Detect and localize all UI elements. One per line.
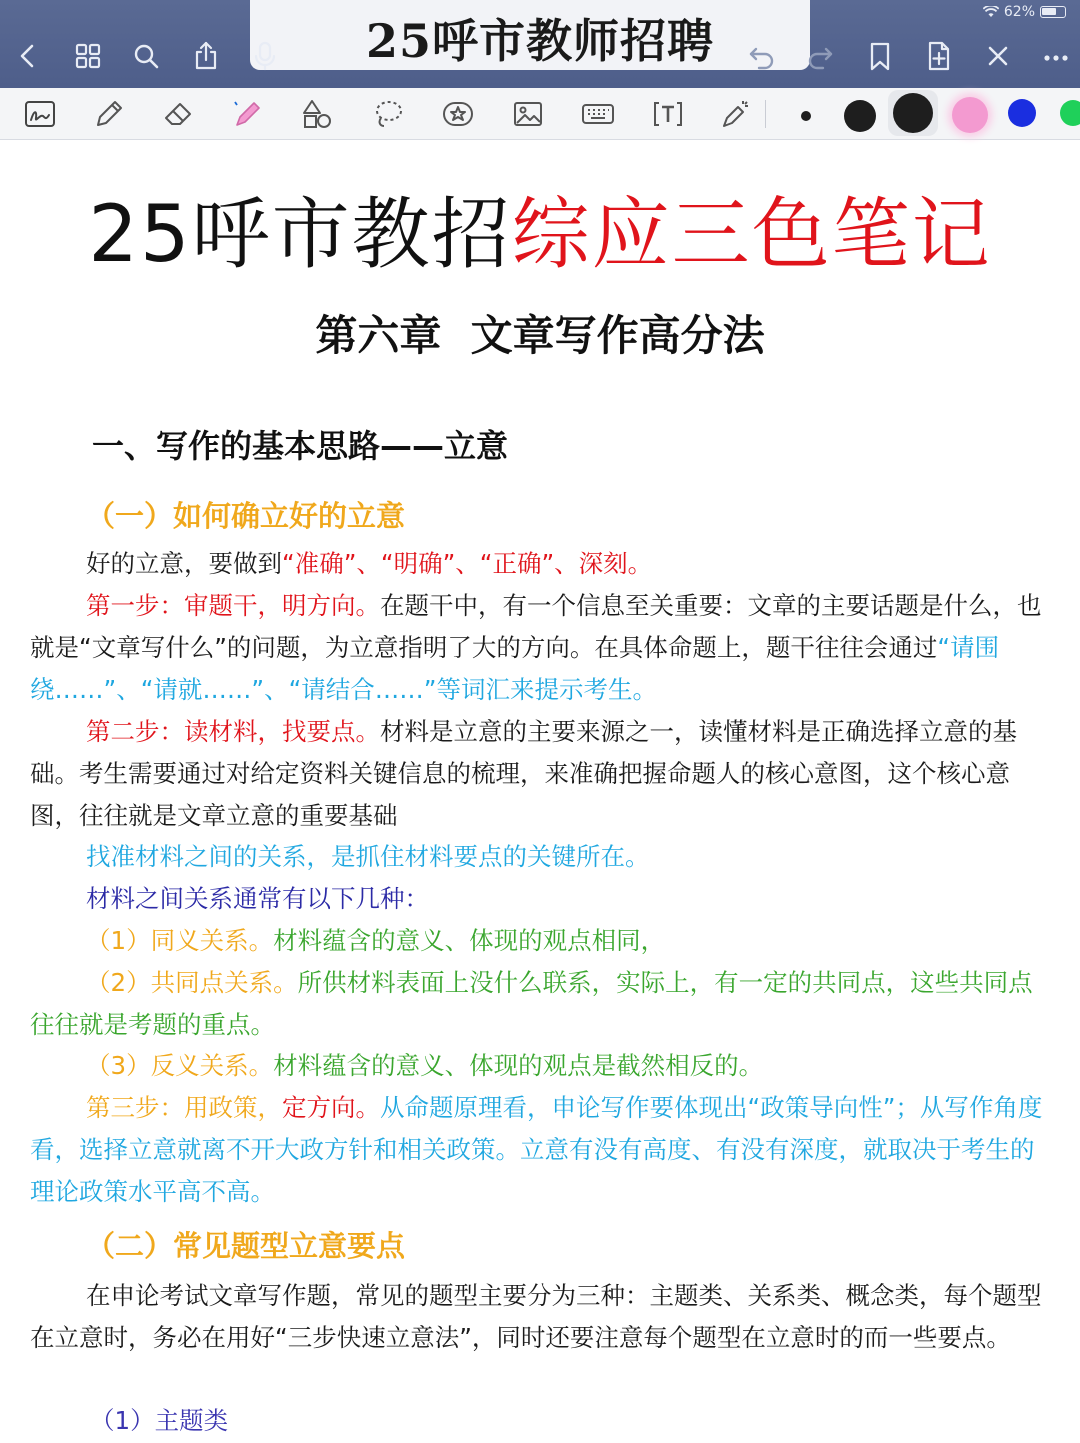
- step-1-hint: “请围绕……”、“请就……”、“请结合……”等词汇来提示考生。: [30, 632, 1000, 704]
- share-icon[interactable]: [188, 38, 224, 74]
- paragraph-step-2: [30, 711, 1050, 836]
- lasso-icon[interactable]: [370, 96, 406, 132]
- pen-size-small[interactable]: [801, 111, 811, 121]
- paragraph-common-point-relation: [30, 962, 1050, 1046]
- bookmark-icon[interactable]: [862, 38, 898, 74]
- step-1-label: 第一步：审题干，明方向。: [86, 591, 380, 620]
- wifi-icon: [983, 6, 999, 18]
- chapter-heading: 第六章 文章写作高分法: [315, 311, 765, 360]
- eraser-icon[interactable]: [160, 96, 196, 132]
- add-page-icon[interactable]: [921, 38, 957, 74]
- image-icon[interactable]: [510, 96, 546, 132]
- pen-icon[interactable]: [90, 96, 126, 132]
- relation-3-label: （3）反义关系。: [86, 1051, 274, 1080]
- section-heading-1: 一、写作的基本思路——立意: [92, 427, 509, 465]
- step-2-label: 第二步：读材料，找要点。: [86, 717, 380, 746]
- pen-size-large[interactable]: [893, 93, 933, 133]
- paragraph-step-1: [30, 585, 1050, 710]
- color-blue[interactable]: [1008, 99, 1036, 127]
- relation-1-text: 材料蕴含的意义、体现的观点相同，: [273, 926, 666, 955]
- text-purple: （1）主题类: [90, 1406, 229, 1435]
- keyboard-icon[interactable]: [580, 96, 616, 132]
- grid-icon[interactable]: [70, 38, 106, 74]
- document-title: [0, 190, 1080, 280]
- relation-2-label: （2）共同点关系。: [86, 968, 298, 997]
- step-1-text: 在题干中，有一个信息至关重要：文章的主要话题是什么，也就是“文章写什么”的问题，为立意指明了大的方向。在具体命题上，题干往往会通过: [30, 591, 1042, 662]
- handwriting-icon[interactable]: [22, 96, 58, 132]
- more-icon[interactable]: [1038, 38, 1074, 74]
- relation-2-text: 所供材料表面上没什么联系，实际上，有一定的共同点，这些共同点往往就是考题的重点。: [30, 968, 1033, 1039]
- step-3-label-red: 定方向。: [282, 1093, 380, 1122]
- sticker-icon[interactable]: [440, 96, 476, 132]
- text: 好的立意，要做到: [86, 549, 282, 578]
- laser-pointer-icon[interactable]: [718, 96, 754, 132]
- color-green[interactable]: [1060, 100, 1080, 126]
- subsection-heading-2: （二）常见题型立意要点: [86, 1229, 406, 1263]
- color-pink[interactable]: [952, 97, 988, 133]
- relation-3-text: 材料蕴含的意义、体现的观点是截然相反的。: [273, 1051, 764, 1080]
- subsection-heading-1: （一）如何确立好的立意: [86, 499, 406, 533]
- battery-icon: [1040, 6, 1066, 18]
- step-2-text: 材料是立意的主要来源之一，读懂材料是正确选择立意的基础。考生需要通过对给定资料关键信息的梳理，来准确把握命题人的核心意图，这个核心意图，往往就是文章立意的重要基础: [30, 717, 1017, 830]
- paragraph-synonym-relation: [30, 920, 1050, 962]
- title-black-part: 25呼市教招: [88, 190, 512, 280]
- redo-icon[interactable]: [802, 38, 838, 74]
- paragraph-question-types: [30, 1275, 1050, 1359]
- pen-toolbar: [0, 88, 1080, 140]
- battery-percent: 62%: [1003, 4, 1035, 20]
- text-red: “准确”、“明确”、“正确”、深刻。: [282, 549, 653, 578]
- top-navigation-bar: [0, 0, 1080, 88]
- paragraph-good-intent: [30, 543, 1050, 585]
- title-red-part: 综应三色笔记: [511, 190, 992, 280]
- shapes-icon[interactable]: [300, 96, 336, 132]
- close-icon[interactable]: [980, 38, 1016, 74]
- relation-1-label: （1）同义关系。: [86, 926, 274, 955]
- step-3-text: 从命题原理看，申论写作要体现出“政策导向性”；从写作角度看，选择立意就离不开大政方针和相关政策。立意有没有高度、有没有深度，就取决于考生的理论政策水平高不高。: [30, 1093, 1043, 1206]
- undo-icon[interactable]: [744, 38, 780, 74]
- highlighter-icon[interactable]: [228, 96, 264, 132]
- text: 在申论考试文章写作题，常见的题型主要分为三种：主题类、关系类、概念类，每个题型在立意时，务必在用好“三步快速立意法”，同时还要注意每个题型在立意时的而一些要点。: [30, 1281, 1042, 1352]
- back-icon[interactable]: [10, 38, 46, 74]
- paragraph-step-3: [30, 1087, 1050, 1212]
- text-box-icon[interactable]: [650, 96, 686, 132]
- pen-size-medium[interactable]: [844, 100, 876, 132]
- status-bar: [983, 4, 1066, 20]
- step-3-label: 第三步：用政策，: [86, 1093, 282, 1122]
- text-blue: 找准材料之间的关系，是抓住材料要点的关键所在。: [86, 842, 650, 871]
- paragraph-relation-types: [30, 878, 1050, 920]
- text-navy: 材料之间关系通常有以下几种：: [86, 884, 429, 913]
- paragraph-material-relations: [30, 836, 1050, 878]
- paragraph-antonym-relation: [30, 1045, 1050, 1087]
- toolbar-divider: [765, 100, 766, 128]
- banner-title: 25呼市教师招聘: [365, 14, 714, 68]
- microphone-icon[interactable]: [247, 38, 283, 74]
- search-icon[interactable]: [128, 38, 164, 74]
- paragraph-theme-type: [30, 1400, 1050, 1442]
